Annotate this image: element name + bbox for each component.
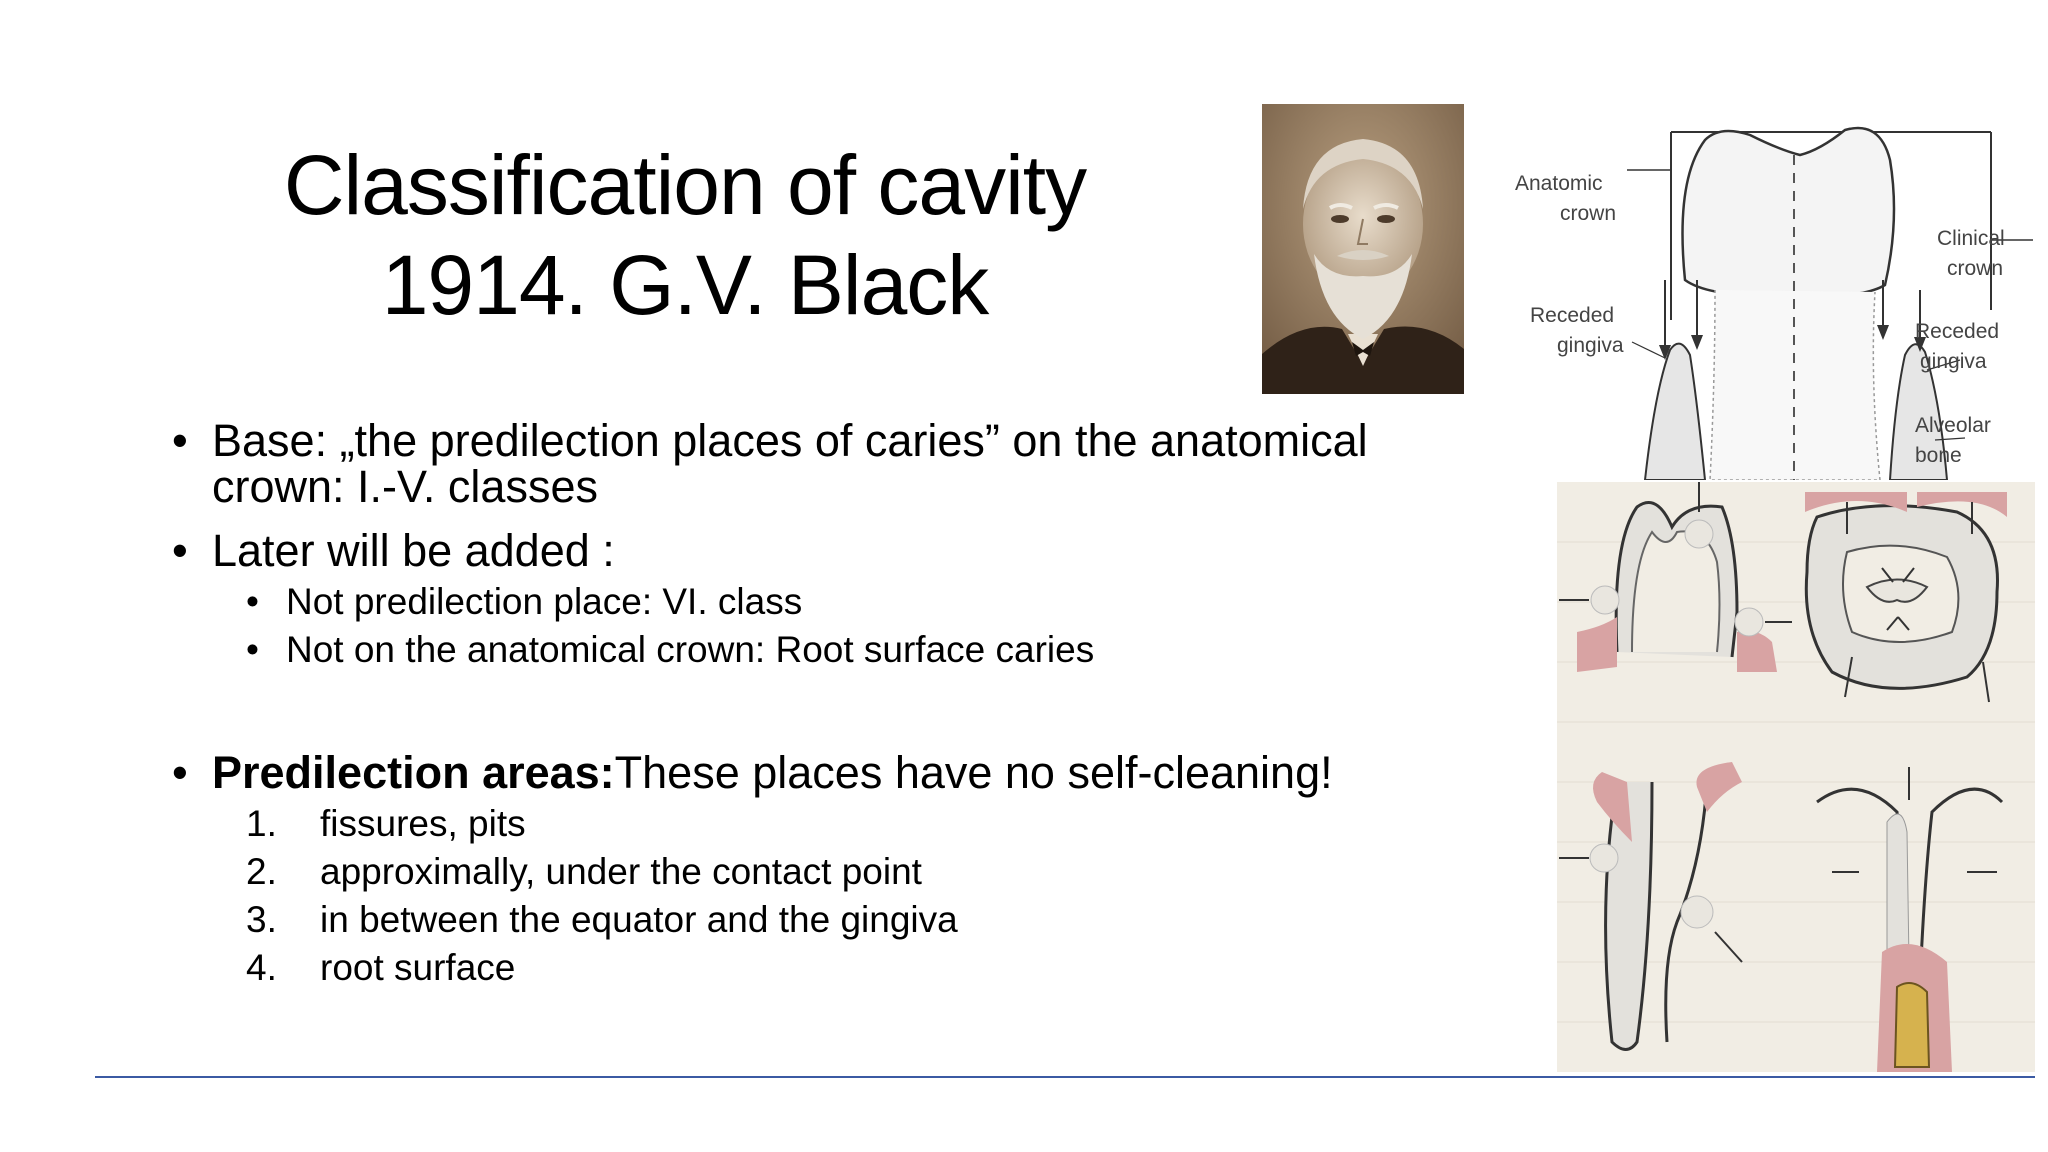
bullet-dot: •	[172, 525, 188, 576]
slide-title	[190, 135, 1180, 335]
bullet-later	[172, 525, 1502, 576]
label-receded-gingiva-left-2: gingiva	[1557, 334, 1624, 357]
title-line-2: 1914. G.V. Black	[381, 238, 989, 332]
slide-content	[172, 415, 1502, 992]
label-receded-gingiva-left-1: Receded	[1530, 304, 1615, 327]
numbered-item-text: fissures, pits	[320, 803, 526, 844]
numbered-item-text: approximally, under the contact point	[320, 851, 922, 892]
label-anatomic-crown-2: crown	[1560, 202, 1617, 225]
numbered-item-index: 2.	[246, 851, 277, 892]
label-anatomic-crown-1: Anatomic	[1515, 172, 1603, 195]
label-alveolar-bone-2: bone	[1915, 444, 1962, 467]
bullet-base-line-1: Base: „the predilection places of caries” on the anatomical	[212, 415, 1368, 466]
portrait-photo	[1262, 104, 1464, 394]
label-clinical-crown-2: crown	[1947, 257, 2004, 280]
bullet-base-line-2: crown: I.-V. classes	[212, 461, 598, 512]
numbered-item	[246, 896, 1502, 944]
sub-bullet	[246, 578, 1502, 626]
numbered-item-index: 4.	[246, 947, 277, 988]
sub-bullet-dot: •	[246, 629, 259, 670]
numbered-item-index: 1.	[246, 803, 277, 844]
footer-divider	[95, 1076, 2035, 1078]
numbered-item	[246, 944, 1502, 992]
label-clinical-crown-1: Clinical	[1937, 227, 2005, 250]
sub-bullet	[246, 626, 1502, 674]
numbered-item	[246, 800, 1502, 848]
bullet-later-text: Later will be added :	[212, 525, 615, 576]
bullet-predilection	[172, 747, 1502, 798]
sub-bullet-dot: •	[246, 581, 259, 622]
tooth-crown-diagram	[1515, 120, 2035, 480]
label-receded-gingiva-right-1: Receded	[1915, 320, 2000, 343]
predilection-text: These places have no self-cleaning!	[614, 747, 1333, 798]
numbered-item	[246, 848, 1502, 896]
predilection-heading: Predilection areas:	[212, 747, 615, 798]
numbered-item-text: in between the equator and the gingiva	[320, 899, 958, 940]
label-alveolar-bone-1: Alveolar	[1915, 414, 1991, 437]
sub-bullet-text: Not on the anatomical crown: Root surface caries	[286, 629, 1095, 670]
sub-bullet-text: Not predilection place: VI. class	[286, 581, 803, 622]
numbered-item-text: root surface	[320, 947, 516, 988]
numbered-item-index: 3.	[246, 899, 277, 940]
bullet-dot: •	[172, 415, 188, 466]
bullet-base	[172, 415, 1502, 512]
label-receded-gingiva-right-2: gingiva	[1920, 350, 1987, 373]
title-line-1: Classification of cavity	[283, 138, 1087, 232]
bullet-dot: •	[172, 747, 188, 798]
cavity-illustrations	[1557, 482, 2035, 1072]
